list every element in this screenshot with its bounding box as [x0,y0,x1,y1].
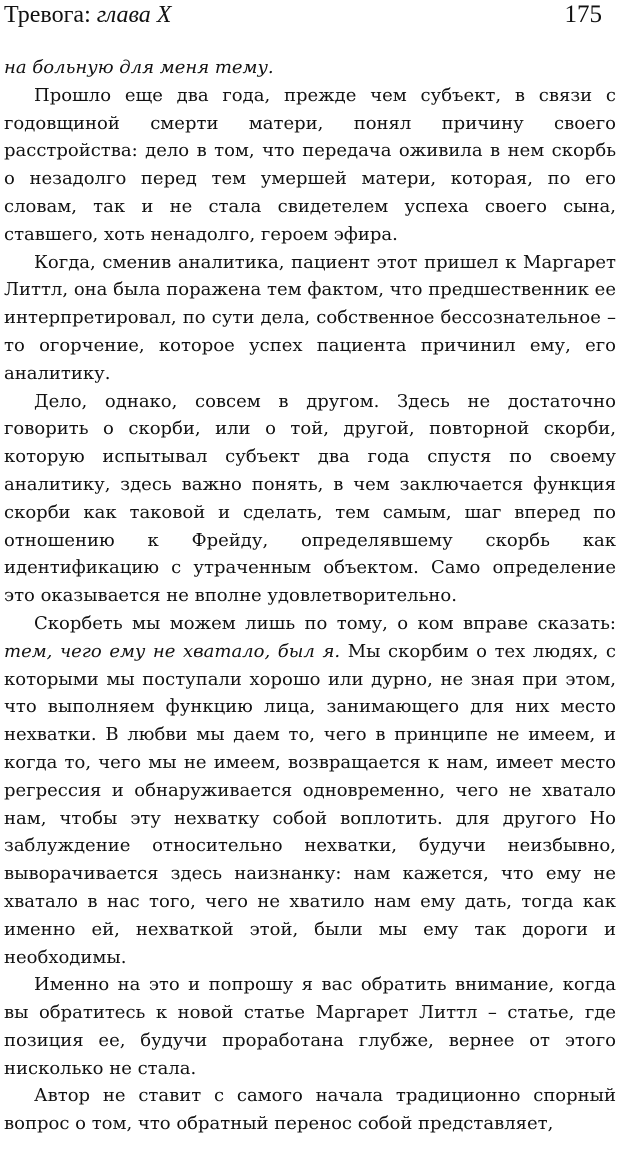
paragraph-text: Автор не ставит с самого начала традиционно спорный вопрос о том, что обратный перенос собой представляет, [4,1085,616,1135]
paragraph-text: Дело, однако, совсем в другом. Здесь не достаточно говорить о скорби, или о той, другой, повторной скорби, которую испытывал субъект два года спустя по своему аналитику, здесь важно понять, в чем заключается функция скорби как таковой и сделать, тем самым, шаг вперед по отношению к Фрейду, определявшему скорбь как идентификацию с утраченным объектом. Само определение это оказывается не вполне удовлетворительно. [4,390,616,607]
paragraph-text: Прошло еще два года, прежде чем субъект, в связи с годовщиной смерти матери, понял причину своего расстройства: дело в том, что передача оживила в нем скорбь о незадолго перед тем умершей матери, которая, по его словам, так и не стала свидетелем успеха своего сына, ставшего, хоть ненадолго, героем эфира. [4,84,616,245]
italic-text: тем, чего ему не хватало, был я. [4,640,341,662]
paragraph [4,388,616,610]
paragraph [4,54,616,82]
paragraph-text: Когда, сменив аналитика, пациент этот пришел к Маргарет Литтл, она была поражена тем фактом, что предшественник ее интерпретировал, по сути дела, собственное бессознательное – то огорчение, которое успех пациента причинил ему, его аналитику. [4,251,616,384]
paragraph-text: Скорбеть мы можем лишь по тому, о ком вправе сказать: [34,612,616,634]
paragraph [4,82,616,249]
chapter-title: глава X [96,2,172,28]
page-number: 175 [564,1,602,28]
running-title [4,0,171,30]
paragraph-text: Именно на это и попрошу я вас обратить внимание, когда вы обратитесь к новой статье Маргарет Литтл – статье, где позиция ее, будучи проработана глубже, вернее от этого нисколько не стала. [4,974,616,1079]
paragraph-text: Мы скорбим о тех людях, с которыми мы поступали хорошо или дурно, не зная при этом, что выполняем функцию лица, занимающего для них место нехватки. В любви мы даем то, чего в принципе не имеем, и когда то, чего мы не имеем, возвращается к нам, имеет место регрессия и обнаруживается одновременно, чего не хватало нам, чтобы эту нехватку собой воплотить. для другого Но заблуждение относительно нехватки, будучи неизбывно, выворачивается здесь наизнанку: нам кажется, что ему не хватало в нас того, чего не хватило нам ему дать, тогда как именно ей, нехваткой этой, были мы ему так дороги и необходимы. [4,640,616,968]
paragraph [4,971,616,1082]
running-header [4,0,602,34]
paragraph [4,1082,616,1138]
italic-text: на больную для меня тему. [4,57,274,78]
body-text [4,54,616,1138]
paragraph [4,249,616,388]
paragraph [4,610,616,971]
book-title: Тревога: [4,2,97,28]
